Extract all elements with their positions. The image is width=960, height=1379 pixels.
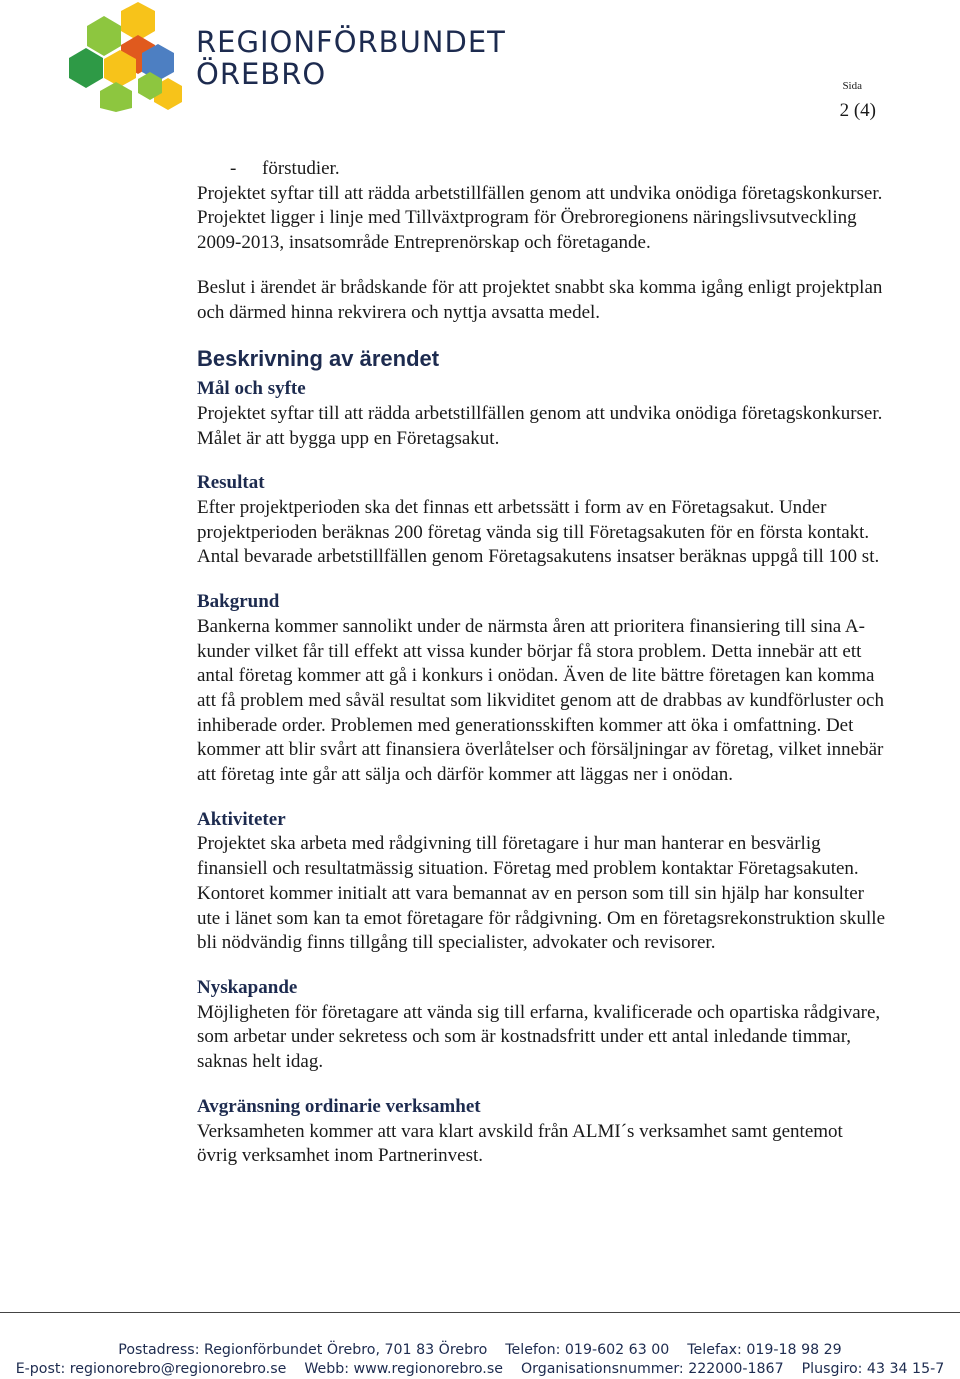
organization-name-line2: ÖREBRO (196, 57, 327, 91)
organization-name (196, 26, 506, 90)
logo-hexagon-green-3 (100, 82, 132, 112)
section-nyskapande (197, 976, 887, 1075)
bullet-dash: - (230, 158, 237, 179)
section-text: Verksamheten kommer att vara klart avskild från ALMI´s verksamhet samt gentemot övrig verksamhet inom Partnerinvest. (197, 1120, 843, 1167)
bullet-item (230, 157, 920, 182)
subheading: Nyskapande (197, 976, 298, 998)
footer-line-2 (0, 1359, 960, 1379)
footer-telefax: Telefax: 019-18 98 29 (687, 1342, 842, 1358)
section-aktiviteter (197, 808, 887, 956)
decision-paragraph: Beslut i ärendet är brådskande för att projektet snabbt ska komma igång enligt projektplan och därmed hinna rekvirera och nyttja avsatta medel. (197, 276, 883, 323)
footer-webb: Webb: www.regionorebro.se (304, 1361, 503, 1377)
bullet-text: förstudier. (262, 158, 340, 179)
subheading: Aktiviteter (197, 808, 286, 830)
footer-epost: E-post: regionorebro@regionorebro.se (15, 1361, 287, 1377)
section-bakgrund (197, 590, 887, 788)
organization-logo (66, 2, 186, 112)
footer-orgnr: Organisationsnummer: 222000-1867 (520, 1361, 784, 1377)
footer-postadress: Postadress: Regionförbundet Örebro, 701 83 Örebro (118, 1342, 488, 1358)
section-text: Projektet syftar till att rädda arbetstillfällen genom att undvika onödiga företagskonkurser. Målet är att bygga upp en Företagsakut. (197, 402, 883, 449)
section-resultat (197, 471, 887, 570)
page-label: Sida (842, 80, 862, 92)
section-text: Möjligheten för företagare att vända sig till erfarna, kvalificerade och opartiska rådgivare, som arbetar under sekretess och som är kostnadsfritt under ett antal inledande timmar, saknas helt idag. (197, 1001, 881, 1073)
section-title: Beskrivning av ärendet (197, 346, 440, 372)
subheading: Bakgrund (197, 591, 280, 613)
subheading: Resultat (197, 472, 265, 494)
section-mal-och-syfte (197, 377, 887, 451)
section-text: Projektet ska arbeta med rådgivning till företagare i hur man hanterar en besvärlig finansiell och resultatmässig situation. Företag med problem kontaktar Företagsakuten. Kontoret kommer initialt att vara bemannat av en person som till sin hjälp har konsulter ute i länet som kan ta emot företagare för rådgivning. Om en företagsrekonstruktion skulle bli nödvändig finns tillgång till specialister, advokater och revisorer. (197, 833, 886, 954)
footer-telefon: Telefon: 019-602 63 00 (505, 1342, 670, 1358)
page-number: 2 (4) (839, 100, 876, 121)
intro-paragraph: Projektet syftar till att rädda arbetstillfällen genom att undvika onödiga företagskonkurser. Projektet ligger i linje med Tillväxtprogram för Örebroregionens näringslivsutveckling 2009-2013, insatsområde Entreprenörskap och företagande. (197, 182, 883, 254)
logo-hexagon-green-light (87, 16, 121, 56)
subheading: Mål och syfte (197, 378, 306, 400)
footer-divider (0, 1312, 960, 1313)
logo-hexagon-green-dark (69, 48, 103, 88)
section-avgransning (197, 1095, 887, 1169)
section-text: Efter projektperioden ska det finnas ett arbetssätt i form av en Företagsakut. Under projektperioden beräknas 200 företag vända sig till Företagsakuten för en första kontakt. Antal bevarade arbetstillfällen genom Företagsakutens insatser beräknas uppgå till 100 st. (197, 497, 880, 568)
footer-plusgiro: Plusgiro: 43 34 15-7 (801, 1361, 945, 1377)
document-body (197, 157, 887, 1189)
organization-name-line1: REGIONFÖRBUNDET (196, 25, 506, 59)
footer-line-1 (0, 1340, 960, 1360)
subheading: Avgränsning ordinarie verksamhet (197, 1095, 481, 1117)
section-text: Bankerna kommer sannolikt under de närmsta åren att prioritera finansiering till sina A-kunder vilket får till effekt att vissa kunder börjar få stora problem. Detta innebär att ett antal företag kommer att gå i konkurs i onödan. Även de lite bättre företagen kan komma att få problem med såväl resultat som likviditet genom att de drabbas av kundförluster och inhiberade order. Problemen med generationsskiften kommer att öka i omfattning. Det kommer att blir svårt att finansiera överlåtelser och försäljningar av företag, vilket innebär att företag inte går att sälja och därför kommer att läggas ner i onödan. (197, 615, 884, 786)
